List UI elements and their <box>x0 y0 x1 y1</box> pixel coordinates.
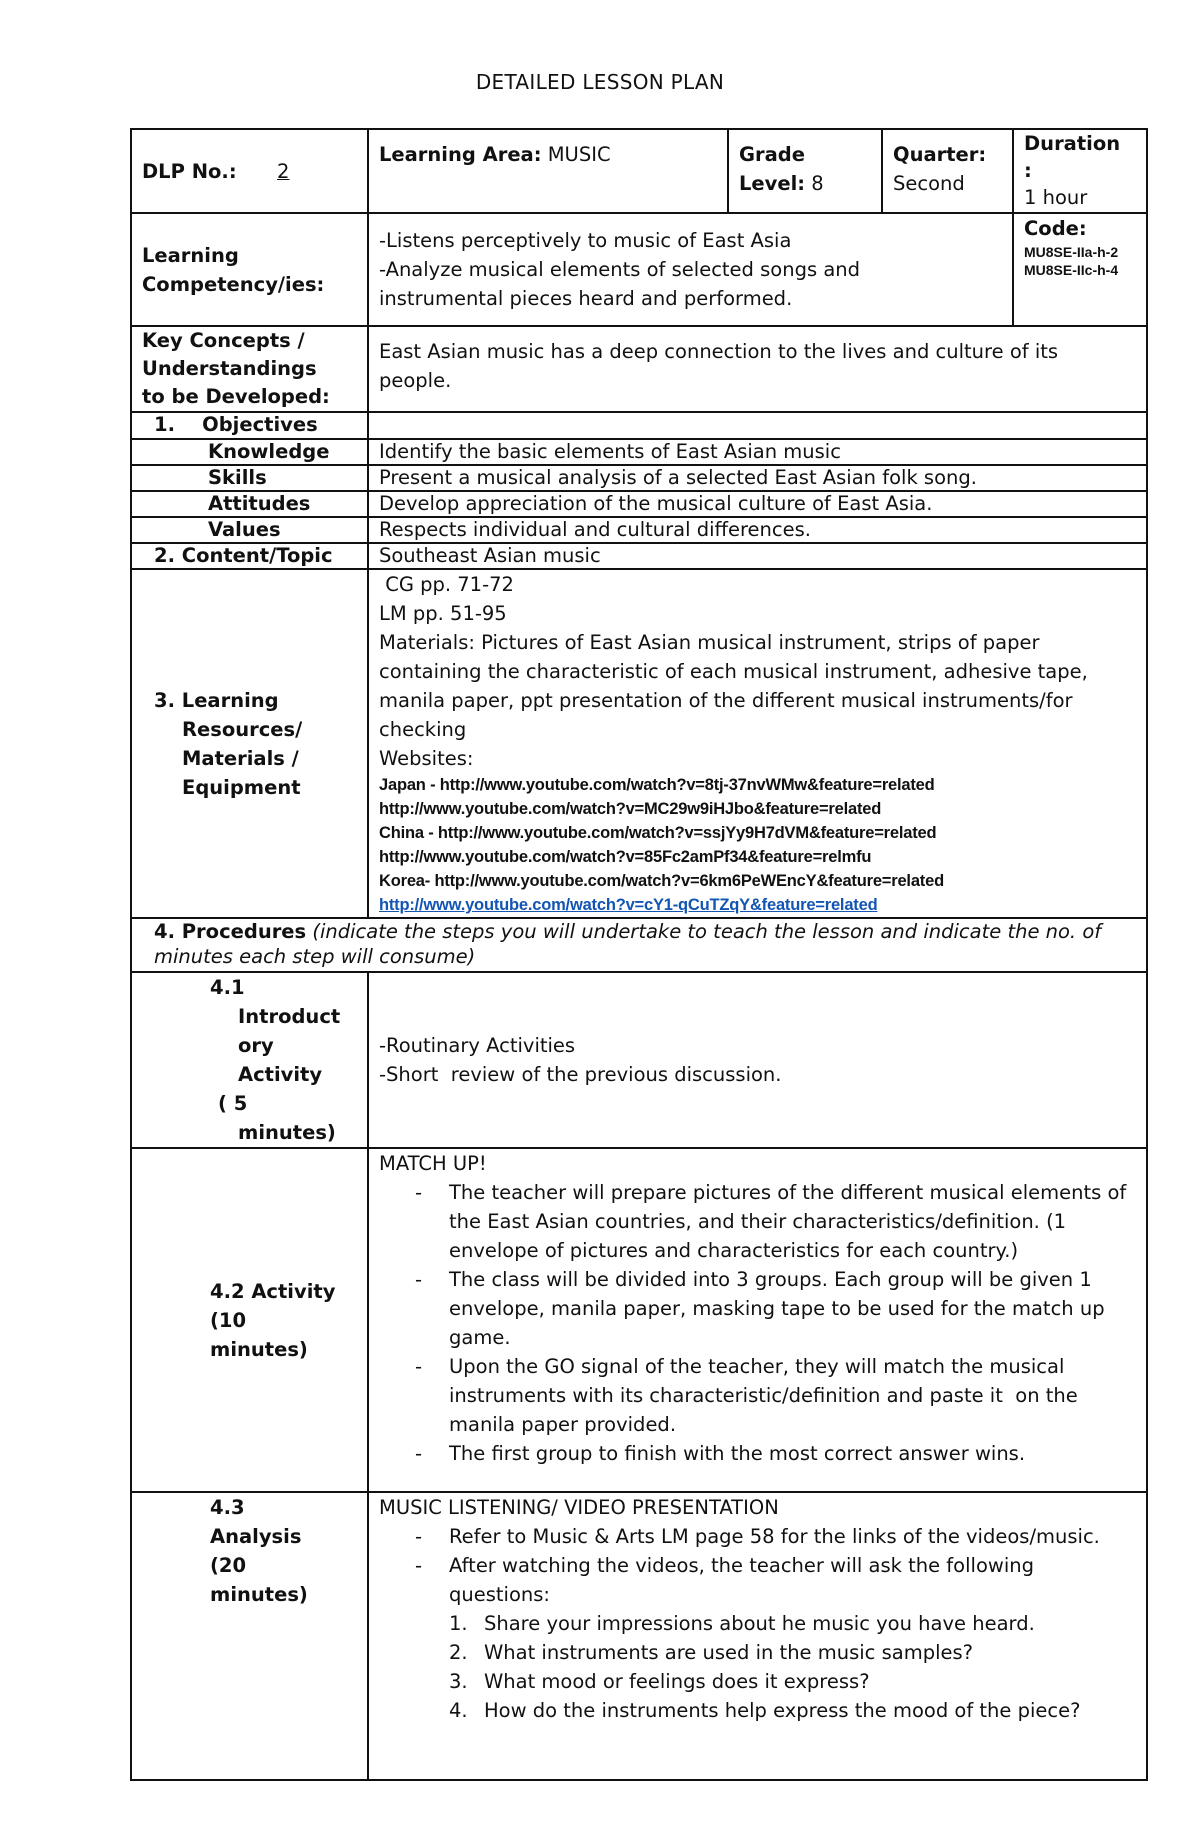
key-concepts-label-line: Understandings <box>142 357 317 380</box>
websites-label: Websites: <box>379 747 474 770</box>
key-concepts-row <box>131 326 1147 412</box>
activity-label-line: minutes) <box>210 1337 308 1361</box>
dlp-number-cell <box>131 129 368 213</box>
intro-label-line: ( 5 <box>218 1092 248 1115</box>
grade-value: 8 <box>811 172 824 195</box>
learning-area-cell <box>368 129 728 213</box>
website-link[interactable]: China - http://www.youtube.com/watch?v=ssjYy9H7dVM&feature=related <box>379 824 937 842</box>
content-label: 2. Content/Topic <box>131 543 368 569</box>
activity-label-line: (10 <box>210 1308 247 1332</box>
question-item: 4. How do the instruments help express the mood of the piece? <box>449 1699 1081 1722</box>
intro-line: -Short review of the previous discussion. <box>379 1063 782 1086</box>
materials-text: Materials: Pictures of East Asian musical instrument, strips of paper containing the characteristic of each musical instrument, adhesive tape, manila paper, ppt presentation of the different musical instruments/for checking <box>379 631 1088 741</box>
question-text: How do the instruments help express the mood of the piece? <box>484 1699 1081 1722</box>
resources-label-line: Resources/ <box>182 717 303 741</box>
website-link[interactable]: http://www.youtube.com/watch?v=85Fc2amPf34&feature=relmfu <box>379 848 872 866</box>
procedures-cell <box>131 918 1147 972</box>
attitudes-label: Attitudes <box>131 491 368 517</box>
activity-heading: MATCH UP! <box>379 1152 487 1175</box>
competency-row <box>131 213 1147 326</box>
lesson-plan-table <box>130 128 1148 1781</box>
learning-area-label: Learning Area: <box>379 143 542 166</box>
analysis-row <box>131 1492 1147 1780</box>
list-item: - After watching the videos, the teacher will ask the following questions: <box>379 1551 1136 1609</box>
question-item: 2. What instruments are used in the music samples? <box>449 1641 974 1664</box>
competency-line: -Listens perceptively to music of East Asia <box>379 229 792 252</box>
analysis-label-line: Analysis <box>210 1525 302 1548</box>
analysis-label-cell <box>131 1492 368 1780</box>
intro-line: -Routinary Activities <box>379 1034 576 1057</box>
list-item: - The first group to finish with the most correct answer wins. <box>379 1439 1136 1468</box>
key-concepts-label-cell <box>131 326 368 412</box>
competency-line: instrumental pieces heard and performed. <box>379 287 793 310</box>
intro-row <box>131 972 1147 1148</box>
intro-content-cell <box>368 972 1147 1148</box>
list-item: - Upon the GO signal of the teacher, they will match the musical instruments with its characteristic/definition and paste it on the manila paper provided. <box>379 1352 1136 1439</box>
question-item: 1. Share your impressions about he music you have heard. <box>449 1612 1035 1635</box>
skills-row <box>131 465 1147 491</box>
competency-label-line: Competency/ies: <box>142 272 325 296</box>
list-item: - Refer to Music & Arts LM page 58 for the links of the videos/music. <box>379 1522 1136 1551</box>
code-value: MU8SE-IIa-h-2 <box>1024 244 1119 260</box>
resources-label-cell <box>131 569 368 918</box>
code-label: Code: <box>1024 217 1087 240</box>
key-concepts-text: East Asian music has a deep connection to the lives and culture of its people. <box>368 326 1147 412</box>
values-text: Respects individual and cultural differences. <box>368 517 1147 543</box>
analysis-label-line: 4.3 <box>210 1496 245 1519</box>
question-text: Share your impressions about he music you have heard. <box>484 1612 1035 1635</box>
list-item: - The class will be divided into 3 groups. Each group will be given 1 envelope, manila paper, masking tape to be used for the match up game. <box>379 1265 1136 1352</box>
competency-label-line: Learning <box>142 243 239 267</box>
code-value: MU8SE-IIc-h-4 <box>1024 262 1119 278</box>
procedures-label: 4. Procedures <box>154 920 307 943</box>
competency-line: -Analyze musical elements of selected songs and <box>379 258 861 281</box>
quarter-label: Quarter: <box>893 143 987 166</box>
intro-label-line: ory <box>238 1034 274 1057</box>
resources-row <box>131 569 1147 918</box>
attitudes-text: Develop appreciation of the musical culture of East Asia. <box>368 491 1147 517</box>
competency-text-cell <box>368 213 1013 326</box>
activity-steps <box>379 1178 1136 1468</box>
skills-text: Present a musical analysis of a selected East Asian folk song. <box>368 465 1147 491</box>
objectives-row <box>131 412 1147 439</box>
activity-row <box>131 1148 1147 1492</box>
learning-area-value: MUSIC <box>547 143 611 166</box>
question-item: 3. What mood or feelings does it express? <box>449 1670 870 1693</box>
duration-label: Duration <box>1024 132 1121 155</box>
activity-label-line: 4.2 Activity <box>210 1279 336 1303</box>
duration-colon: : <box>1024 159 1032 182</box>
skills-label: Skills <box>131 465 368 491</box>
dlp-value: 2 <box>277 159 290 183</box>
page-title: DETAILED LESSON PLAN <box>475 70 725 94</box>
analysis-steps <box>379 1522 1136 1609</box>
intro-label-line: Introduct <box>238 1005 341 1028</box>
lm-pages: LM pp. 51-95 <box>379 602 507 625</box>
website-link[interactable]: Korea- http://www.youtube.com/watch?v=6km6PeWEncY&feature=related <box>379 872 944 890</box>
knowledge-row <box>131 439 1147 465</box>
resources-content-cell <box>368 569 1147 918</box>
competency-label-cell <box>131 213 368 326</box>
dlp-label: DLP No.: <box>142 159 237 183</box>
intro-label-line: minutes) <box>238 1121 336 1144</box>
intro-label-cell <box>131 972 368 1148</box>
quarter-cell <box>882 129 1013 213</box>
resources-label-line: Materials / <box>182 746 299 770</box>
procedures-note: (indicate the steps you will undertake to teach the lesson and indicate the no. of minutes each step will consume) <box>154 920 1102 968</box>
values-row <box>131 517 1147 543</box>
question-text: What mood or feelings does it express? <box>484 1670 870 1693</box>
analysis-questions <box>379 1609 1136 1725</box>
question-text: What instruments are used in the music samples? <box>484 1641 974 1664</box>
knowledge-label: Knowledge <box>131 439 368 465</box>
intro-label-line: 4.1 <box>210 976 245 999</box>
website-link-hyperlink[interactable]: http://www.youtube.com/watch?v=cY1-qCuTZqY&feature=related <box>379 896 878 914</box>
content-row <box>131 543 1147 569</box>
key-concepts-label-line: Key Concepts / <box>142 329 305 352</box>
analysis-heading: MUSIC LISTENING/ VIDEO PRESENTATION <box>379 1496 779 1519</box>
cg-pages: CG pp. 71-72 <box>379 573 514 596</box>
key-concepts-label-line: to be Developed: <box>142 385 330 408</box>
grade-level-cell <box>728 129 882 213</box>
quarter-value: Second <box>893 172 965 195</box>
grade-label: Grade <box>739 143 805 166</box>
resources-label-line: Equipment <box>182 775 301 799</box>
procedures-row <box>131 918 1147 972</box>
attitudes-row <box>131 491 1147 517</box>
intro-label-line: Activity <box>238 1063 323 1086</box>
knowledge-text: Identify the basic elements of East Asian music <box>368 439 1147 465</box>
list-item: - The teacher will prepare pictures of the different musical elements of the East Asian countries, and their characteristics/definition. (1 envelope of pictures and characteristics for each country.) <box>379 1178 1136 1265</box>
values-label: Values <box>131 517 368 543</box>
lesson-plan-table-frame <box>130 128 1146 1781</box>
header-row <box>131 129 1147 213</box>
website-link[interactable]: Japan - http://www.youtube.com/watch?v=8tj-37nvWMw&feature=related <box>379 776 935 794</box>
resources-label-line: 3. Learning <box>154 688 279 712</box>
activity-content-cell <box>368 1148 1147 1492</box>
objectives-label: 1. Objectives <box>131 412 368 439</box>
duration-cell <box>1013 129 1147 213</box>
analysis-label-line: minutes) <box>210 1583 308 1606</box>
grade-level-label: Level: <box>739 172 806 195</box>
activity-label-cell <box>131 1148 368 1492</box>
objectives-empty-cell <box>368 412 1147 439</box>
website-link[interactable]: http://www.youtube.com/watch?v=MC29w9iHJbo&feature=related <box>379 800 882 818</box>
code-cell <box>1013 213 1147 326</box>
content-text: Southeast Asian music <box>368 543 1147 569</box>
analysis-content-cell <box>368 1492 1147 1780</box>
duration-value: 1 hour <box>1024 186 1088 209</box>
analysis-label-line: (20 <box>210 1554 247 1577</box>
